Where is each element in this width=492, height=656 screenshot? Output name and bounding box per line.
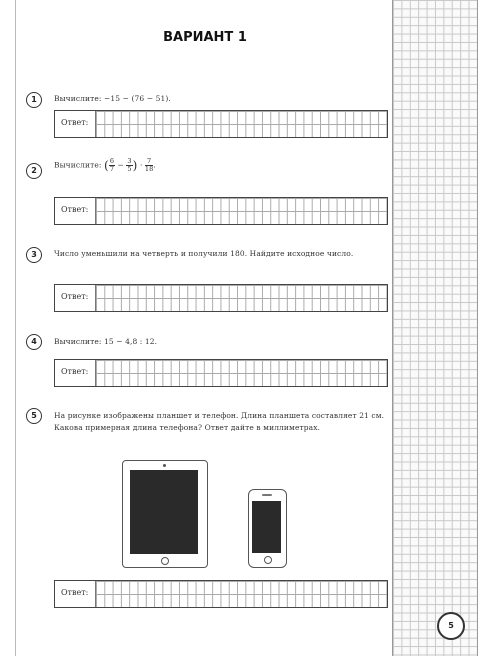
- question-number-5: 5: [26, 408, 42, 424]
- answer-box-4[interactable]: [54, 359, 388, 387]
- tablet-illustration: [122, 460, 208, 568]
- answer-label: Ответ:: [61, 588, 89, 597]
- question-2-prefix: Вычислите:: [54, 160, 102, 170]
- answer-label: Ответ:: [61, 292, 89, 301]
- phone-screen: [252, 501, 281, 553]
- grid-margin: [392, 0, 478, 656]
- fraction-b: $\frac{3}{5}$: [127, 157, 132, 173]
- question-number-4: 4: [26, 334, 42, 350]
- question-text-3: Число уменьшили на четверть и получили 180. Найдите исходное число.: [54, 249, 354, 258]
- multiply-sign: ·: [139, 160, 143, 170]
- tablet-camera: [163, 464, 166, 467]
- minus-sign: −: [117, 160, 124, 170]
- question-text-2: Вычислите: ( $\frac{6}{7}$ − $\frac{3}{5}$ ) · $\frac{7}{18}$ .: [54, 157, 156, 173]
- tablet-screen: [130, 470, 198, 554]
- answer-grid[interactable]: [95, 198, 387, 224]
- answer-label: Ответ:: [61, 205, 89, 214]
- question-text-5: На рисунке изображены планшет и телефон. Длина планшета составляет 21 см. Какова примерная длина телефона? Ответ дайте в миллиметрах.: [54, 411, 385, 432]
- question-number-3: 3: [26, 247, 42, 263]
- answer-box-5[interactable]: [54, 580, 388, 608]
- answer-grid[interactable]: [95, 360, 387, 386]
- answer-label: Ответ:: [61, 118, 89, 127]
- phone-home-button: [264, 556, 272, 564]
- fraction-a: $\frac{6}{7}$: [109, 157, 115, 173]
- variant-title: ВАРИАНТ 1: [163, 30, 247, 45]
- phone-speaker: [262, 494, 272, 496]
- answer-grid[interactable]: [95, 285, 387, 311]
- question-number-2: 2: [26, 163, 42, 179]
- answer-grid[interactable]: [95, 111, 387, 137]
- fraction-c: $\frac{7}{18}$: [144, 157, 154, 173]
- question-text-4: Вычислите: 15 − 4,8 : 12.: [54, 337, 158, 346]
- answer-box-2[interactable]: [54, 197, 388, 225]
- answer-label: Ответ:: [61, 367, 89, 376]
- question-2-suffix: .: [153, 160, 156, 170]
- question-number-1: 1: [26, 92, 42, 108]
- answer-box-1[interactable]: [54, 110, 388, 138]
- phone-illustration: [248, 489, 287, 568]
- page-number: 5: [437, 612, 465, 640]
- tablet-home-button: [161, 557, 169, 565]
- question-text-1: Вычислите: −15 − (76 − 51).: [54, 94, 171, 103]
- answer-box-3[interactable]: [54, 284, 388, 312]
- page-edge-line: [15, 0, 16, 656]
- answer-grid[interactable]: [95, 581, 387, 607]
